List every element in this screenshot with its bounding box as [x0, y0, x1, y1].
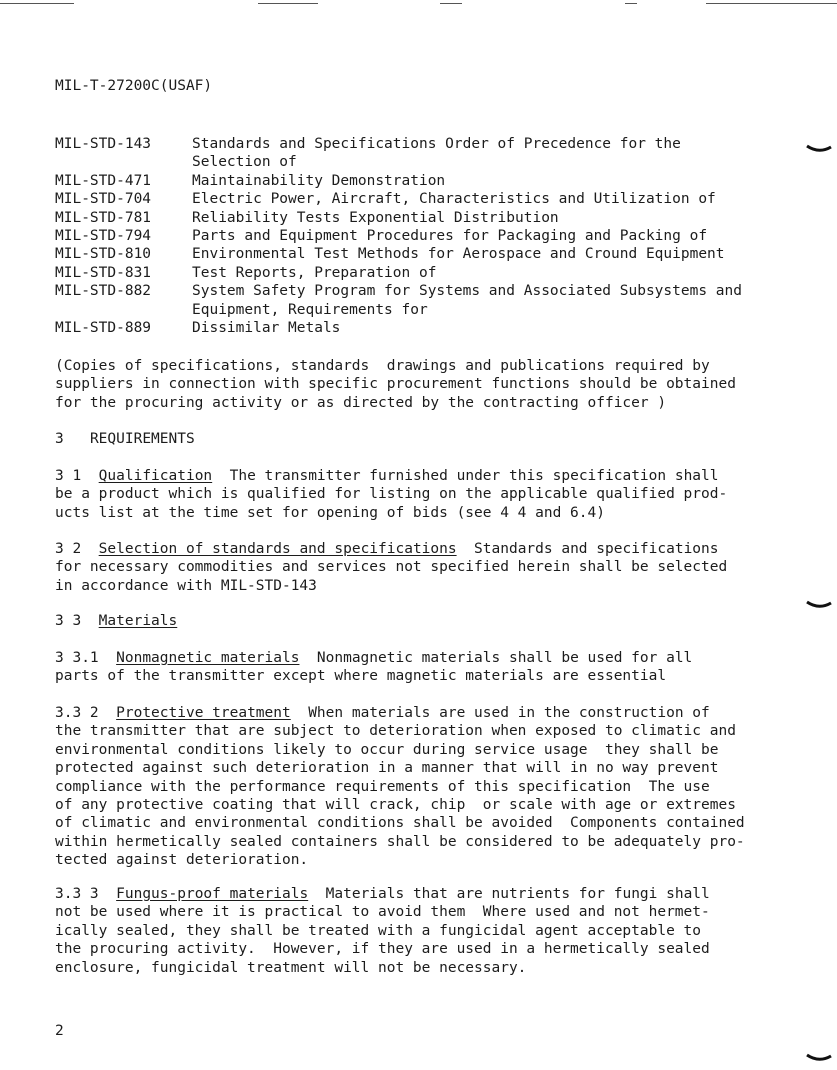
text-line: for the procuring activity or as directed by the contracting officer ): [55, 394, 667, 411]
text-line: The transmitter furnished under this specification shall: [212, 468, 719, 484]
reference-id: MIL-STD-889: [55, 320, 152, 337]
text-line: Standards and specifications: [456, 541, 719, 557]
paragraph-3-2: [55, 540, 790, 595]
text-line: protected against such deterioration in a manner that will in no way prevent: [55, 760, 719, 777]
section-number: 3: [55, 431, 64, 447]
document-id: MIL-T-27200C(USAF): [55, 78, 213, 94]
text-line: in accordance with MIL-STD-143: [55, 577, 317, 594]
paragraph-title: Qualification: [98, 468, 213, 484]
paragraph-number: 3 2: [55, 541, 82, 557]
reference-title: Electric Power, Aircraft, Characteristics and Utilization of: [192, 191, 716, 208]
paragraph-title: Nonmagnetic materials: [116, 650, 300, 666]
text-line: ically sealed, they shall be treated with a fungicidal agent acceptable to: [55, 922, 702, 939]
reference-id: MIL-STD-831: [55, 264, 152, 281]
text-line: When materials are used in the construction of: [290, 705, 710, 721]
margin-mark: [806, 600, 832, 610]
reference-title: System Safety Program for Systems and Associated Subsystems and Equipment, Requirements for: [192, 283, 742, 318]
paragraph-3-1: [55, 467, 790, 522]
section-3-heading: [55, 430, 790, 448]
text-line: for necessary commodities and services not specified herein shall be selected: [55, 559, 728, 576]
reference-title: Maintainability Demonstration: [192, 172, 446, 189]
paragraph-number: 3.3 2: [55, 705, 99, 721]
page-number: 2: [55, 1023, 64, 1039]
paragraph-title: Materials: [98, 613, 178, 629]
reference-title: Reliability Tests Exponential Distribution: [192, 209, 559, 226]
reference-title: Standards and Specifications Order of Precedence for the Selection of: [192, 136, 681, 171]
reference-row: [55, 282, 752, 319]
paragraph-title: Fungus-proof materials: [116, 886, 309, 902]
paragraph-title: Protective treatment: [116, 705, 291, 721]
section-title: REQUIREMENTS: [89, 431, 195, 447]
text-line: of any protective coating that will crack, chip or scale with age or extremes: [55, 797, 736, 814]
reference-row: [55, 319, 752, 337]
top-rule: [625, 3, 637, 4]
reference-id: MIL-STD-704: [55, 191, 152, 208]
reference-row: [55, 245, 752, 263]
paragraph-number: 3 3.1: [55, 650, 99, 666]
reference-id: MIL-STD-781: [55, 209, 152, 226]
reference-row: [55, 172, 752, 190]
text-line: the transmitter that are subject to deterioration when exposed to climatic and: [55, 723, 736, 740]
copies-note: [55, 357, 790, 412]
text-line: Nonmagnetic materials shall be used for all: [299, 650, 693, 666]
text-line: of climatic and environmental conditions shall be avoided Components contained: [55, 815, 745, 832]
reference-title: Test Reports, Preparation of: [192, 264, 437, 281]
paragraph-number: 3.3 3: [55, 886, 99, 902]
text-line: suppliers in connection with specific procurement functions should be obtained: [55, 376, 736, 393]
reference-row: [55, 227, 752, 245]
text-line: Materials that are nutrients for fungi shall: [308, 886, 710, 902]
top-rule: [440, 3, 462, 4]
text-line: not be used where it is practical to avoid them Where used and not hermet-: [55, 904, 710, 921]
reference-documents-list: [55, 135, 752, 337]
text-line: tected against deterioration.: [55, 852, 309, 869]
text-line: (Copies of specifications, standards drawings and publications required by: [55, 358, 710, 374]
text-line: compliance with the performance requirements of this specification The use: [55, 778, 710, 795]
paragraph-number: 3 1: [55, 468, 82, 484]
reference-row: [55, 209, 752, 227]
top-rule: [706, 3, 837, 4]
reference-row: [55, 190, 752, 208]
reference-id: MIL-STD-810: [55, 246, 152, 263]
paragraph-3-3: [55, 612, 790, 630]
text-line: the procuring activity. However, if they are used in a hermetically sealed: [55, 941, 710, 958]
text-line: ucts list at the time set for opening of bids (see 4 4 and 6.4): [55, 504, 605, 521]
paragraph-3-3-1: [55, 649, 790, 686]
reference-id: MIL-STD-882: [55, 283, 152, 300]
reference-title: Environmental Test Methods for Aerospace and Cround Equipment: [192, 246, 725, 263]
text-line: enclosure, fungicidal treatment will not be necessary.: [55, 959, 527, 976]
reference-id: MIL-STD-794: [55, 228, 152, 245]
paragraph-3-3-2: [55, 704, 790, 870]
text-line: environmental conditions likely to occur during service usage they shall be: [55, 741, 719, 758]
paragraph-3-3-3: [55, 885, 790, 977]
reference-title: Parts and Equipment Procedures for Packaging and Packing of: [192, 228, 708, 245]
top-rule: [0, 3, 74, 4]
margin-mark: [806, 144, 832, 154]
reference-id: MIL-STD-471: [55, 172, 152, 189]
reference-row: [55, 264, 752, 282]
paragraph-title: Selection of standards and specifications: [98, 541, 457, 557]
reference-id: MIL-STD-143: [55, 136, 152, 152]
paragraph-number: 3 3: [55, 613, 82, 629]
top-rule: [258, 3, 318, 4]
reference-row: [55, 135, 752, 172]
text-line: be a product which is qualified for listing on the applicable qualified prod-: [55, 486, 728, 503]
reference-title: Dissimilar Metals: [192, 320, 341, 337]
text-line: parts of the transmitter except where magnetic materials are essential: [55, 668, 667, 685]
text-line: within hermetically sealed containers shall be considered to be adequately pro-: [55, 833, 745, 850]
margin-mark: [806, 1053, 832, 1063]
